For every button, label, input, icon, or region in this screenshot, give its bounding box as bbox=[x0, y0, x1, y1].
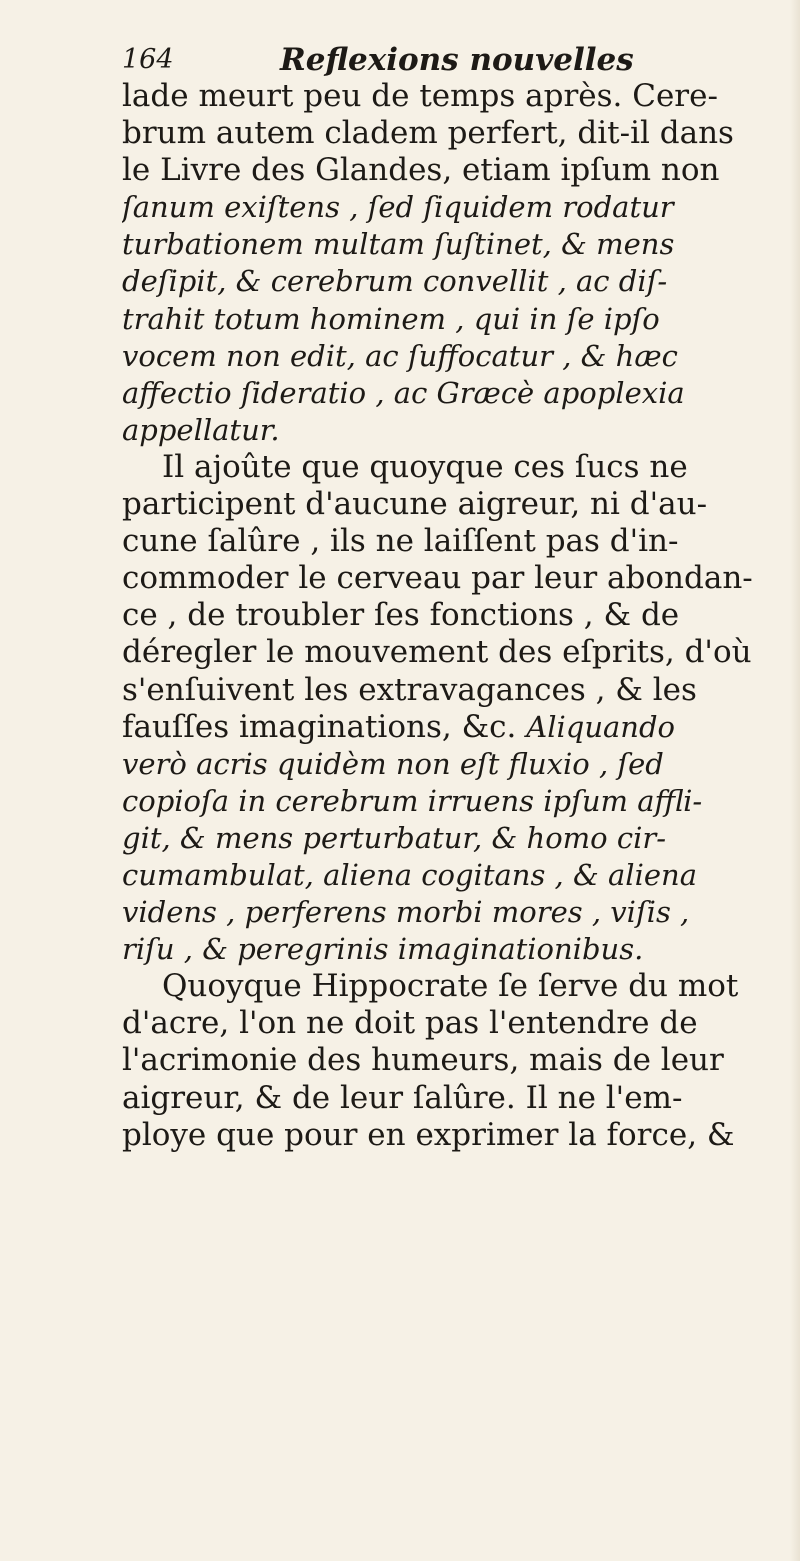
text-line: affectio ſideratio , ac Græcè apoplexia bbox=[122, 375, 685, 410]
text-line: trahit totum hominem , qui in ſe ipſo bbox=[122, 301, 660, 336]
body-text bbox=[122, 78, 792, 1154]
text-line: deſipit, & cerebrum convellit , ac diſ- bbox=[122, 264, 668, 299]
text-line: d'acre, l'on ne doit pas l'entendre de bbox=[122, 1005, 698, 1042]
text-line: copioſa in cerebrum irruens ipſum affli- bbox=[122, 783, 703, 818]
page-number: 164 bbox=[122, 44, 174, 75]
text-line: déregler le mouvement des eſprits, d'où bbox=[122, 634, 752, 671]
page-header bbox=[122, 38, 682, 82]
text-line: le Livre des Glandes, etiam ipſum non bbox=[122, 152, 720, 189]
running-title: Reflexions nouvelles bbox=[280, 42, 634, 78]
text-line: appellatur. bbox=[122, 412, 280, 447]
text-line: commoder le cerveau par leur abondan- bbox=[122, 560, 753, 597]
text-line: turbationem multam ſuſtinet, & mens bbox=[122, 227, 675, 262]
text-line: riſu , & peregrinis imaginationibus. bbox=[122, 932, 644, 967]
text-line bbox=[122, 709, 792, 746]
text-line bbox=[122, 115, 792, 152]
text-line: participent d'aucune aigreur, ni d'au- bbox=[122, 486, 708, 523]
paragraph-start-line: Il ajoûte que quoyque ces ſucs ne bbox=[162, 448, 688, 485]
text-line: vocem non edit, ac ſuffocatur , & hæc bbox=[122, 338, 678, 373]
text-line: aigreur, & de leur ſalûre. Il ne l'em- bbox=[122, 1079, 683, 1116]
text-line: ploye que pour en exprimer la force, & bbox=[122, 1116, 735, 1153]
text-line: s'enſuivent les extravagances , & les bbox=[122, 671, 697, 708]
text-line: ſanum exiſtens , ſed ſiquidem rodatur bbox=[122, 190, 674, 225]
text-line: verò acris quidèm non eſt fluxio , ſed bbox=[122, 746, 664, 781]
text-line: git, & mens perturbatur, & homo cir- bbox=[122, 820, 667, 855]
text-line-part: brum autem cladem perfert, dit-il dans bbox=[122, 115, 734, 152]
text-line: cumambulat, aliena cogitans , & aliena bbox=[122, 857, 697, 892]
paragraph-start-line: Quoyque Hippocrate ſe ſerve du mot bbox=[162, 968, 739, 1005]
text-line: ce , de troubler ſes fonctions , & de bbox=[122, 597, 680, 634]
text-line: l'acrimonie des humeurs, mais de leur bbox=[122, 1042, 724, 1079]
page-gutter bbox=[790, 0, 800, 1561]
text-line: lade meurt peu de temps après. Cere- bbox=[122, 78, 718, 114]
text-line: cune ſalûre , ils ne laiſſent pas d'in- bbox=[122, 523, 679, 560]
text-line-part-italic: Aliquando bbox=[526, 709, 675, 744]
text-line-part: fauſſes imaginations, &c. bbox=[122, 708, 517, 745]
text-line: videns , perferens morbi mores , viſis , bbox=[122, 895, 690, 930]
